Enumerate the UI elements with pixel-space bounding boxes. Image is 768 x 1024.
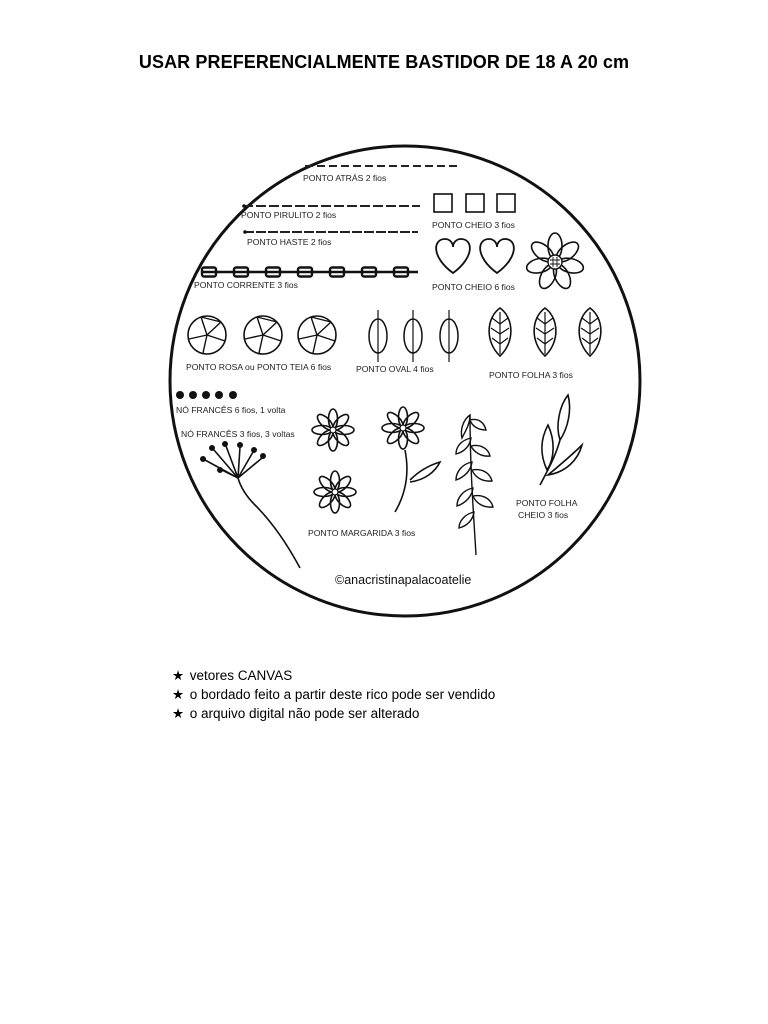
label-ponto-atras: PONTO ATRÁS 2 fios [303, 173, 387, 183]
note-text: o bordado feito a partir deste rico pode ser vendido [189, 687, 496, 702]
label-ponto-oval: PONTO OVAL 4 fios [356, 364, 434, 374]
ponto-cheio-squares [434, 194, 515, 212]
label-ponto-folha-cheio-2: CHEIO 3 fios [518, 510, 569, 520]
ponto-corrente-chain [201, 268, 418, 277]
star-icon: ★ [172, 706, 185, 721]
label-ponto-cheio-6: PONTO CHEIO 6 fios [432, 282, 515, 292]
note-text: vetores CANVAS [189, 668, 293, 683]
ponto-cheio-hearts [436, 239, 514, 273]
label-ponto-haste: PONTO HASTE 2 fios [247, 237, 332, 247]
ponto-folha-cheio-motif [540, 395, 582, 485]
star-icon: ★ [172, 687, 185, 702]
ponto-oval-motifs [369, 310, 458, 362]
label-ponto-cheio-3: PONTO CHEIO 3 fios [432, 220, 515, 230]
label-no-frances-3: NÓ FRANCÊS 3 fios, 3 voltas [181, 429, 295, 439]
label-ponto-folha-cheio-1: PONTO FOLHA [516, 498, 578, 508]
label-ponto-rosa: PONTO ROSA ou PONTO TEIA 6 fios [186, 362, 332, 372]
note-text: o arquivo digital não pode ser alterado [189, 706, 420, 721]
note-item [172, 685, 495, 704]
ponto-pirulito-stitch [242, 204, 420, 208]
no-frances-dots [176, 391, 237, 399]
label-ponto-pirulito: PONTO PIRULITO 2 fios [241, 210, 337, 220]
label-ponto-margarida: PONTO MARGARIDA 3 fios [308, 528, 416, 538]
credit-watermark: ©anacristinapalacoatelie [335, 573, 472, 587]
ponto-margarida-daisies [312, 407, 440, 513]
ponto-folha-leaves [489, 308, 601, 356]
umbel-stem-motif [201, 442, 300, 568]
page-title: USAR PREFERENCIALMENTE BASTIDOR DE 18 A 20 cm [138, 52, 630, 72]
label-no-frances-1: NÓ FRANCÊS 6 fios, 1 volta [176, 405, 286, 415]
note-item [172, 666, 495, 685]
herb-branch-motif [456, 415, 493, 555]
star-icon: ★ [172, 668, 185, 683]
ponto-rosa-motifs [188, 316, 336, 354]
label-ponto-corrente: PONTO CORRENTE 3 fios [194, 280, 298, 290]
label-ponto-folha: PONTO FOLHA 3 fios [489, 370, 573, 380]
ponto-haste-stitch [243, 230, 418, 234]
note-item [172, 704, 495, 723]
flower-motif [525, 233, 585, 291]
notes-list [172, 666, 495, 723]
